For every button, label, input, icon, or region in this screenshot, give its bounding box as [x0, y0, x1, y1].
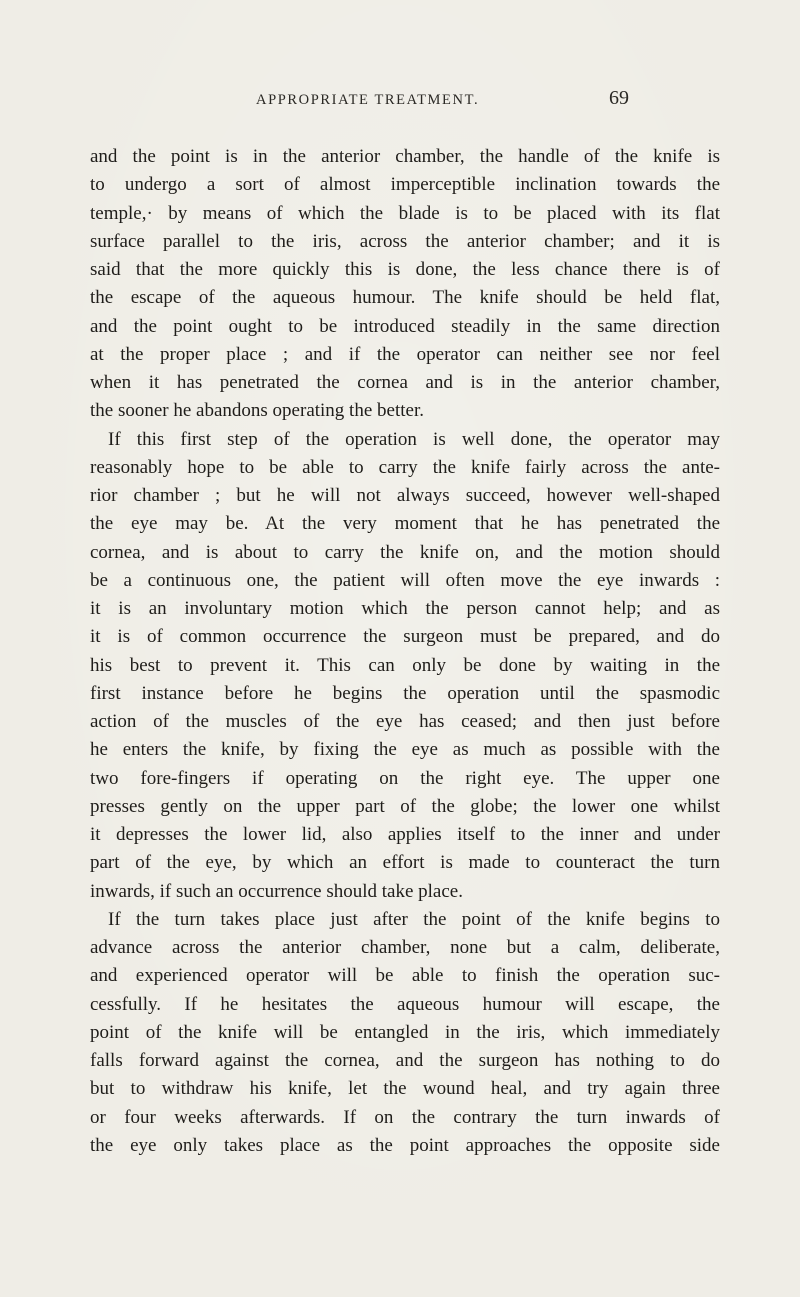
text-line: when it has penetrated the cornea and is in the anterior chamber,: [90, 372, 720, 393]
paragraph-1: [90, 143, 720, 426]
text-line: it is an involuntary motion which the person cannot help; and as: [90, 598, 720, 619]
text-line: and experienced operator will be able to finish the operation suc-: [90, 965, 720, 987]
text-line: to undergo a sort of almost imperceptible inclination towards the: [90, 174, 720, 196]
text-line: be a continuous one, the patient will often move the eye inwards :: [90, 569, 720, 591]
text-line: first instance before he begins the operation until the spasmodic: [90, 682, 720, 704]
text-line: and the point is in the anterior chamber, the handle of the knife is: [90, 146, 720, 167]
text-line: the sooner he abandons operating the better.: [90, 400, 424, 422]
text-line: action of the muscles of the eye has ceased; and then just before: [90, 711, 720, 732]
paragraph-3: [90, 906, 720, 1160]
text-line: reasonably hope to be able to carry the knife fairly across the ante-: [90, 456, 720, 478]
text-line: cornea, and is about to carry the knife on, and the motion should: [90, 541, 720, 563]
text-line: he enters the knife, by fixing the eye as much as possible with the: [90, 739, 720, 761]
text-line: point of the knife will be entangled in the iris, which immediately: [90, 1021, 720, 1043]
text-line: his best to prevent it. This can only be done by waiting in the: [90, 654, 720, 676]
text-line: cessfully. If he hesitates the aqueous humour will escape, the: [90, 993, 720, 1015]
text-line: the escape of the aqueous humour. The knife should be held flat,: [90, 287, 720, 309]
text-line: part of the eye, by which an effort is made to counteract the turn: [90, 852, 720, 874]
running-title: APPROPRIATE TREATMENT.: [256, 92, 480, 108]
text-line: inwards, if such an occurrence should take place.: [90, 880, 463, 902]
text-line: said that the more quickly this is done, the less chance there is of: [90, 259, 720, 280]
text-line: surface parallel to the iris, across the anterior chamber; and it is: [90, 230, 720, 252]
body-text: [90, 143, 720, 1160]
text-line: the eye may be. At the very moment that he has penetrated the: [90, 513, 720, 535]
text-line: but to withdraw his knife, let the wound heal, and try again three: [90, 1078, 720, 1100]
text-line: and the point ought to be introduced steadily in the same direction: [90, 315, 720, 337]
text-line: two fore-fingers if operating on the right eye. The upper one: [90, 767, 720, 789]
text-line: the eye only takes place as the point approaches the opposite side: [90, 1134, 720, 1156]
text-line: advance across the anterior chamber, none but a calm, deliberate,: [90, 937, 720, 958]
text-line: or four weeks afterwards. If on the contrary the turn inwards of: [90, 1106, 720, 1128]
text-line: temple,· by means of which the blade is to be placed with its flat: [90, 202, 720, 224]
text-line: at the proper place ; and if the operator can neither see nor feel: [90, 343, 720, 365]
text-line: rior chamber ; but he will not always succeed, however well-shaped: [90, 485, 720, 506]
text-line: presses gently on the upper part of the globe; the lower one whilst: [90, 795, 720, 817]
text-line: falls forward against the cornea, and the surgeon has nothing to do: [90, 1050, 720, 1071]
running-head: [0, 87, 800, 118]
text-line: it is of common occurrence the surgeon must be prepared, and do: [90, 626, 720, 648]
text-line: If the turn takes place just after the point of the knife begins to: [108, 908, 720, 930]
page-number: 69: [609, 87, 629, 109]
text-line: If this first step of the operation is well done, the operator may: [108, 428, 720, 450]
paragraph-2: [90, 426, 720, 906]
text-line: it depresses the lower lid, also applies itself to the inner and under: [90, 824, 720, 845]
